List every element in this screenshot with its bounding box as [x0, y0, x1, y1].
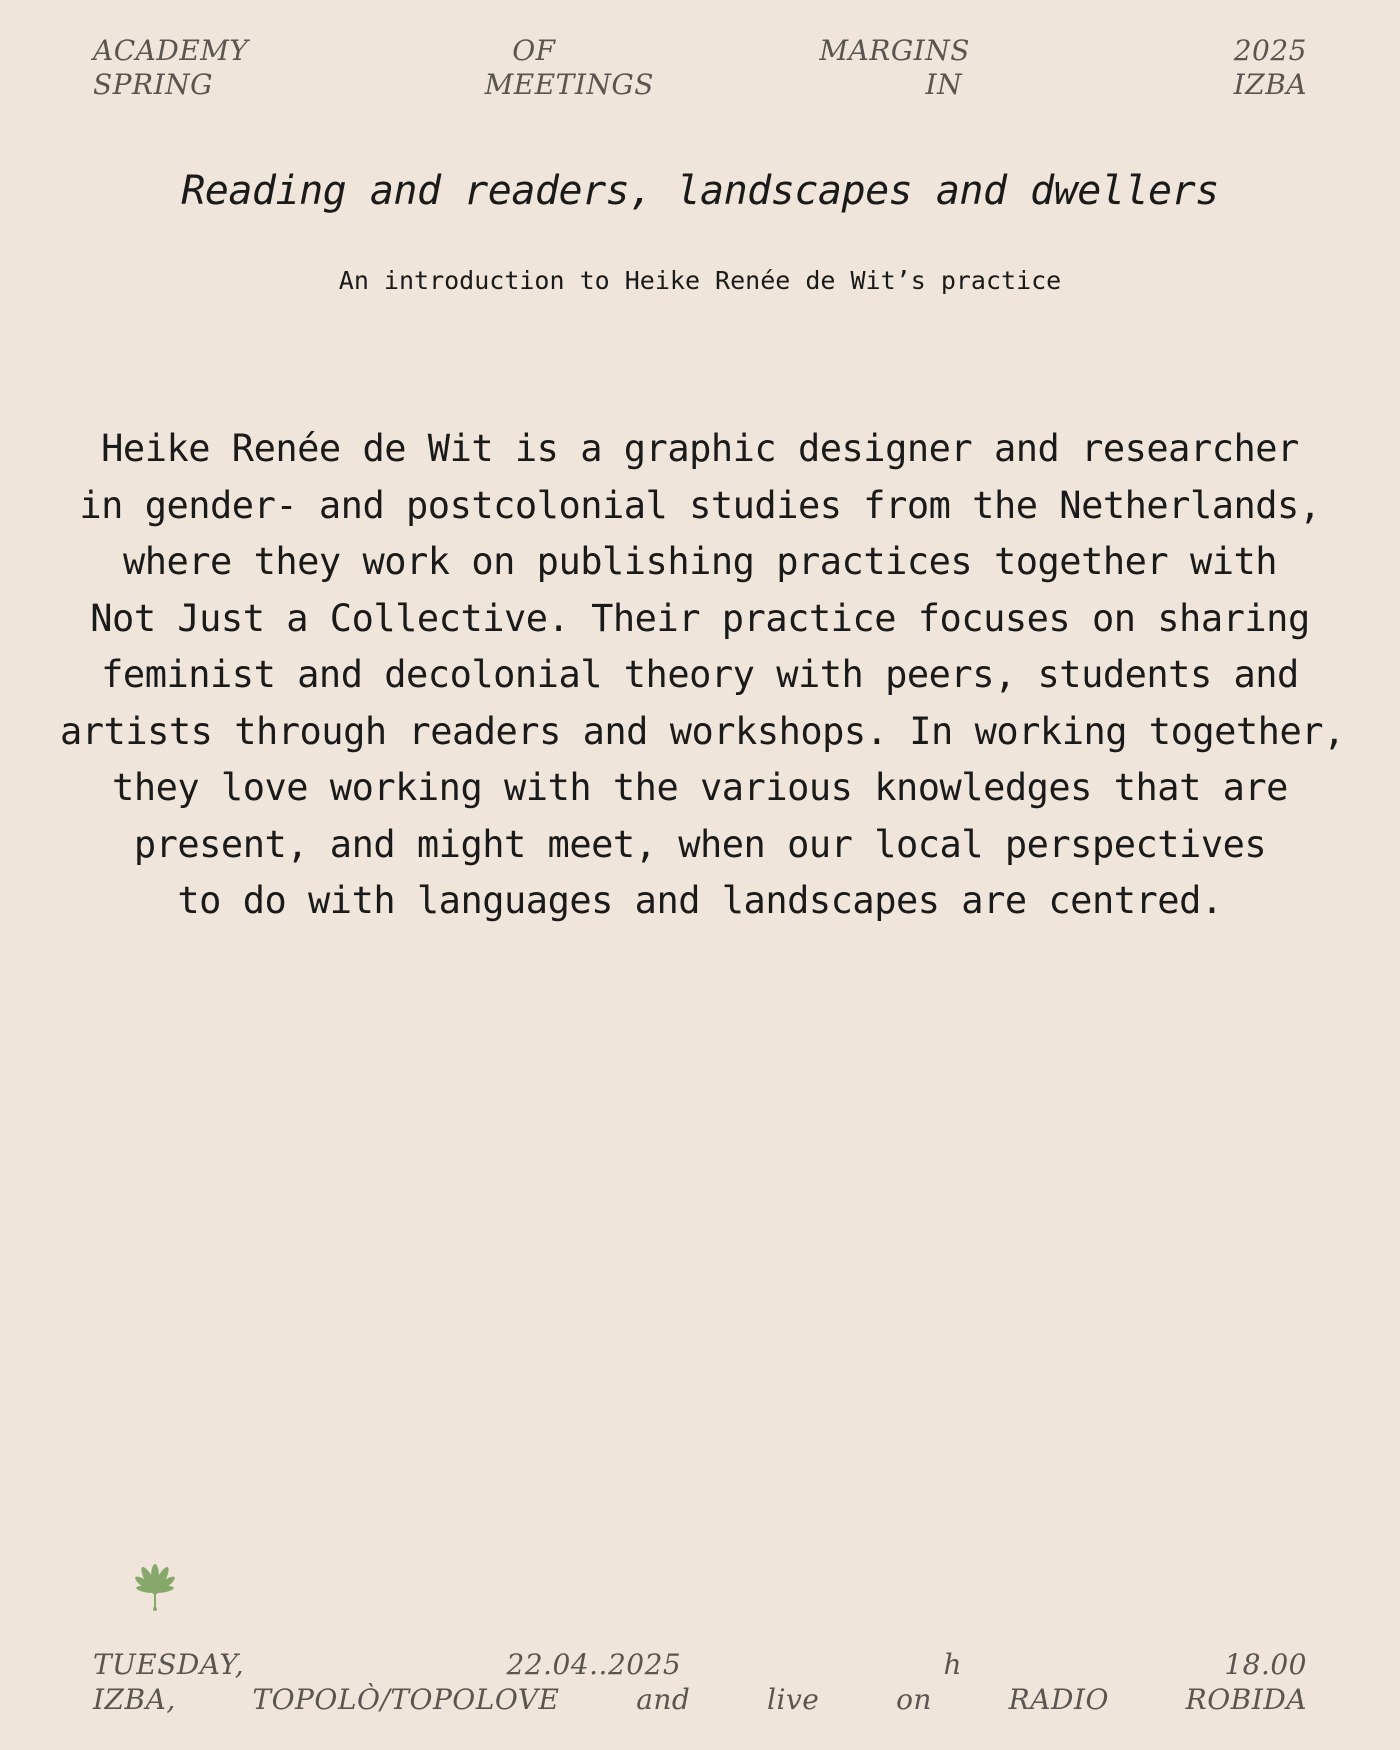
footer-word: h: [943, 1648, 963, 1681]
footer-word: ROBIDA: [1185, 1683, 1307, 1716]
flower-icon: [118, 1563, 192, 1613]
header-word: IN: [925, 68, 963, 101]
header-word: ACADEMY: [93, 34, 249, 67]
footer-word: TUESDAY,: [93, 1648, 245, 1681]
header-word: SPRING: [93, 68, 214, 101]
footer-word: RADIO: [1008, 1683, 1109, 1716]
bio-line: Not Just a Collective. Their practice focuses on sharing: [90, 596, 1310, 640]
bio-line: to do with languages and landscapes are centred.: [177, 879, 1223, 922]
bio-line: present, and might meet, when our local perspectives: [133, 822, 1267, 866]
footer-word: 18.00: [1224, 1648, 1307, 1681]
header-row-1: [93, 34, 1307, 68]
bio-line: Heike Renée de Wit is a graphic designer and researcher: [101, 427, 1299, 470]
footer-word: IZBA,: [93, 1683, 176, 1716]
header-word: MEETINGS: [484, 68, 654, 101]
footer-word: 22.04..2025: [506, 1648, 682, 1681]
page-subtitle: An introduction to Heike Renée de Wit’s practice: [338, 266, 1062, 295]
bio-line: feminist and decolonial theory with peers, students and: [101, 653, 1299, 696]
header-row-2: [93, 68, 1307, 102]
bio-paragraph: [60, 421, 1345, 930]
header-word: OF: [512, 34, 556, 67]
footer-row-1: [93, 1648, 1307, 1682]
bio-line: where they work on publishing practices together with: [122, 540, 1278, 583]
bio-line: in gender- and postcolonial studies from the Netherlands,: [79, 483, 1321, 527]
footer-row-2: [93, 1683, 1307, 1717]
footer-word: TOPOLÒ/TOPOLOVE: [252, 1683, 560, 1716]
page-title: Reading and readers, landscapes and dwellers: [181, 168, 1219, 214]
bio-line: they love working with the various knowledges that are: [112, 766, 1288, 809]
footer-word: on: [896, 1683, 932, 1716]
bio-line: artists through readers and workshops. In working together,: [60, 709, 1345, 753]
header-word: 2025: [1233, 34, 1307, 67]
header-word: MARGINS: [819, 34, 970, 67]
footer-word: live: [767, 1683, 820, 1716]
header-word: IZBA: [1233, 68, 1307, 101]
footer-word: and: [636, 1683, 691, 1716]
